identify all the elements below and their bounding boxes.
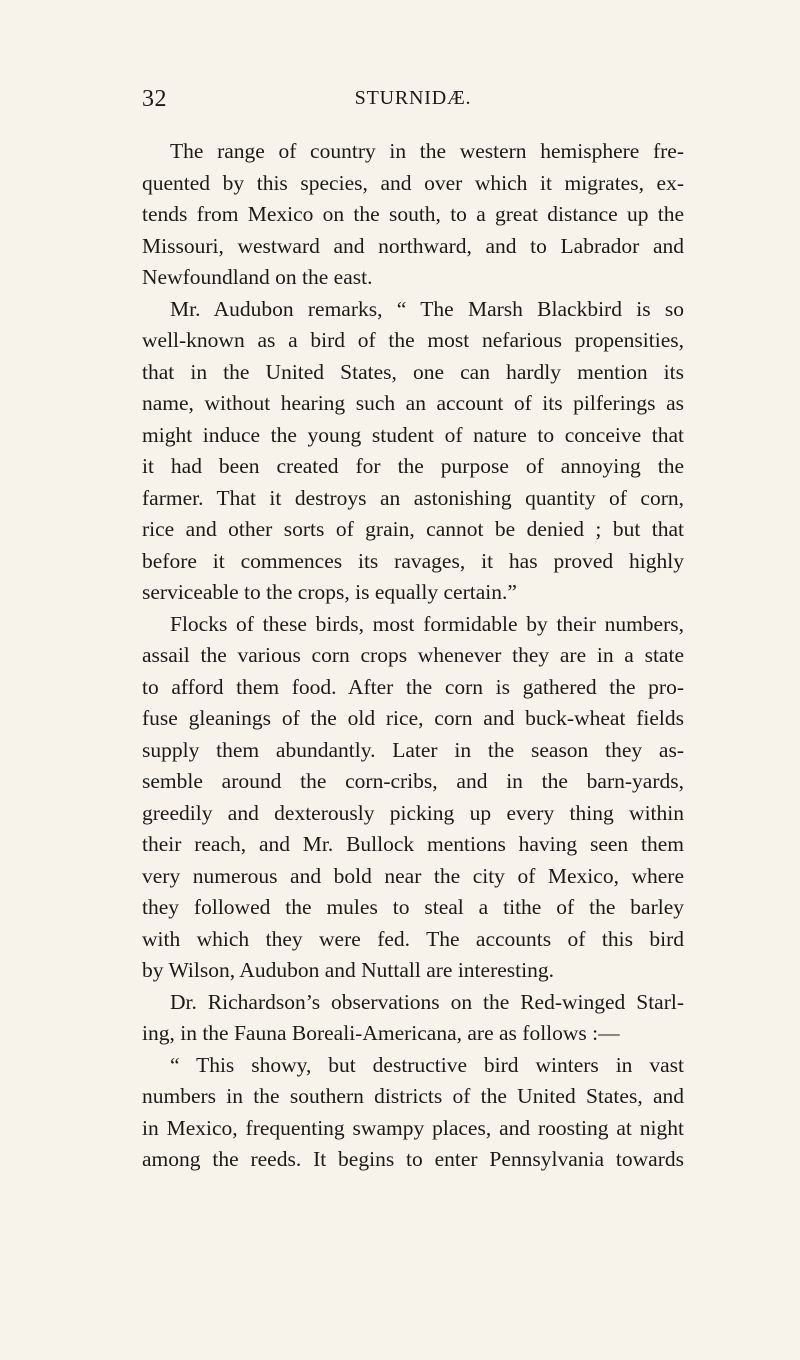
page-header [142, 86, 684, 116]
text-line: supply them abundantly. Later in the season they as- [142, 737, 684, 762]
text-line: farmer. That it destroys an astonishing quantity of corn, [142, 485, 684, 510]
text-line: fuse gleanings of the old rice, corn and buck-wheat fields [142, 706, 684, 730]
text-line: Dr. Richardson’s observations on the Red-winged Starl- [170, 989, 684, 1014]
text-line: with which they were fed. The accounts of this bird [142, 926, 684, 951]
text-line: their reach, and Mr. Bullock mentions having seen them [142, 832, 684, 856]
text-line: Missouri, westward and northward, and to Labrador and [142, 233, 684, 258]
body-text [142, 136, 684, 1176]
text-line: Flocks of these birds, most formidable by their numbers, [170, 611, 684, 636]
running-head: STURNIDÆ. [354, 87, 472, 109]
text-line: “ This showy, but destructive bird winters in vast [170, 1052, 684, 1077]
text-line: semble around the corn-cribs, and in the barn-yards, [142, 769, 684, 793]
text-line: Mr. Audubon remarks, “ The Marsh Blackbird is so [170, 296, 684, 321]
text-line: in Mexico, frequenting swampy places, and roosting at night [142, 1115, 684, 1140]
text-line: tends from Mexico on the south, to a great distance up the [142, 202, 684, 226]
text-line: among the reeds. It begins to enter Pennsylvania towards [142, 1147, 684, 1171]
text-line: very numerous and bold near the city of Mexico, where [142, 863, 684, 888]
text-line: Newfoundland on the east. [142, 265, 373, 289]
text-line: ing, in the Fauna Boreali-Americana, are as follows :— [142, 1021, 620, 1045]
text-line: quented by this species, and over which it migrates, ex- [142, 170, 684, 195]
text-line: they followed the mules to steal a tithe of the barley [142, 895, 684, 919]
text-line: numbers in the southern districts of the United States, and [142, 1084, 684, 1108]
text-line: rice and other sorts of grain, cannot be denied ; but that [142, 517, 684, 541]
text-line: assail the various corn crops whenever they are in a state [142, 643, 684, 667]
text-line: The range of country in the western hemisphere fre- [170, 139, 684, 163]
text-line: it had been created for the purpose of annoying the [142, 454, 684, 478]
text-line: serviceable to the crops, is equally certain.” [142, 580, 517, 604]
page-number: 32 [142, 86, 167, 112]
text-line: that in the United States, one can hardly mention its [142, 359, 684, 384]
text-line: well-known as a bird of the most nefarious propensities, [142, 328, 684, 352]
text-line: to afford them food. After the corn is gathered the pro- [142, 674, 684, 699]
text-line: greedily and dexterously picking up every thing within [142, 800, 684, 825]
text-line: name, without hearing such an account of its pilferings as [142, 391, 684, 415]
text-line: by Wilson, Audubon and Nuttall are interesting. [142, 958, 554, 982]
text-line: might induce the young student of nature to conceive that [142, 422, 684, 447]
text-line: before it commences its ravages, it has proved highly [142, 548, 684, 573]
